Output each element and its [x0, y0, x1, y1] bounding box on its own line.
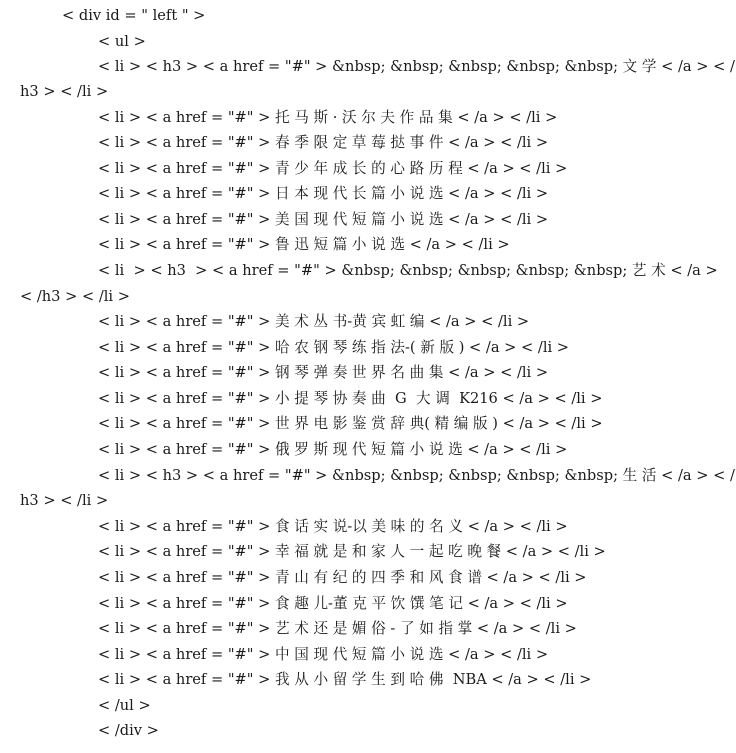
- code-line: h3 > < /li >: [20, 83, 109, 100]
- code-line: < li > < a href = "#" > 美 国 现 代 短 篇 小 说 选 < /a > < /li >: [98, 211, 549, 228]
- code-line: < li > < a href = "#" > 哈 农 钢 琴 练 指 法-( 新 版 ) < /a > < /li >: [98, 339, 570, 356]
- code-line: < li > < a href = "#" > 我 从 小 留 学 生 到 哈 佛 NBA < /a > < /li >: [98, 671, 592, 688]
- code-line: < /div >: [98, 722, 159, 739]
- code-line: < li > < a href = "#" > 幸 福 就 是 和 家 人 一 起 吃 晚 餐 < /a > < /li >: [98, 543, 606, 560]
- code-line: < li > < a href = "#" > 中 国 现 代 短 篇 小 说 选 < /a > < /li >: [98, 646, 549, 663]
- code-line: < li > < a href = "#" > 俄 罗 斯 现 代 短 篇 小 说 选 < /a > < /li >: [98, 441, 568, 458]
- code-line: < li > < h3 > < a href = "#" > &nbsp; &nbsp; &nbsp; &nbsp; &nbsp; 文 学 < /a > < /: [98, 58, 735, 75]
- code-line: < /ul >: [98, 697, 151, 714]
- code-line: < li > < h3 > < a href = "#" > &nbsp; &nbsp; &nbsp; &nbsp; &nbsp; 艺 术 < /a >: [98, 262, 718, 279]
- code-line: < li > < a href = "#" > 世 界 电 影 鉴 赏 辞 典( 精 编 版 ) < /a > < /li >: [98, 415, 603, 432]
- code-line: < li > < a href = "#" > 美 术 丛 书-黄 宾 虹 编 < /a > < /li >: [98, 313, 530, 330]
- code-line: < li > < a href = "#" > 青 少 年 成 长 的 心 路 历 程 < /a > < /li >: [98, 160, 568, 177]
- code-line: < li > < a href = "#" > 鲁 迅 短 篇 小 说 选 < /a > < /li >: [98, 236, 510, 253]
- code-line: < /h3 > < /li >: [20, 288, 130, 305]
- code-line: < li > < a href = "#" > 春 季 限 定 草 莓 挞 事 件 < /a > < /li >: [98, 134, 549, 151]
- code-line: < li > < a href = "#" > 食 趣 儿-董 克 平 饮 馔 笔 记 < /a > < /li >: [98, 595, 568, 612]
- code-line: < li > < a href = "#" > 小 提 琴 协 奏 曲 G 大 调 K216 < /a > < /li >: [98, 390, 603, 407]
- code-line: < li > < a href = "#" > 日 本 现 代 长 篇 小 说 选 < /a > < /li >: [98, 185, 549, 202]
- code-line: < li > < a href = "#" > 托 马 斯 · 沃 尔 夫 作 品 集 < /a > < /li >: [98, 109, 558, 126]
- code-line: h3 > < /li >: [20, 492, 109, 509]
- code-line: < li > < a href = "#" > 青 山 有 纪 的 四 季 和 风 食 谱 < /a > < /li >: [98, 569, 587, 586]
- code-line: < div id = " left " >: [62, 7, 206, 24]
- code-line: < li > < a href = "#" > 艺 术 还 是 媚 俗 - 了 如 指 掌 < /a > < /li >: [98, 620, 577, 637]
- code-line: < li > < a href = "#" > 钢 琴 弹 奏 世 界 名 曲 集 < /a > < /li >: [98, 364, 549, 381]
- code-line: < li > < h3 > < a href = "#" > &nbsp; &nbsp; &nbsp; &nbsp; &nbsp; 生 活 < /a > < /: [98, 467, 735, 484]
- code-line: < li > < a href = "#" > 食 话 实 说-以 美 味 的 名 义 < /a > < /li >: [98, 518, 568, 535]
- code-line: < ul >: [98, 33, 146, 50]
